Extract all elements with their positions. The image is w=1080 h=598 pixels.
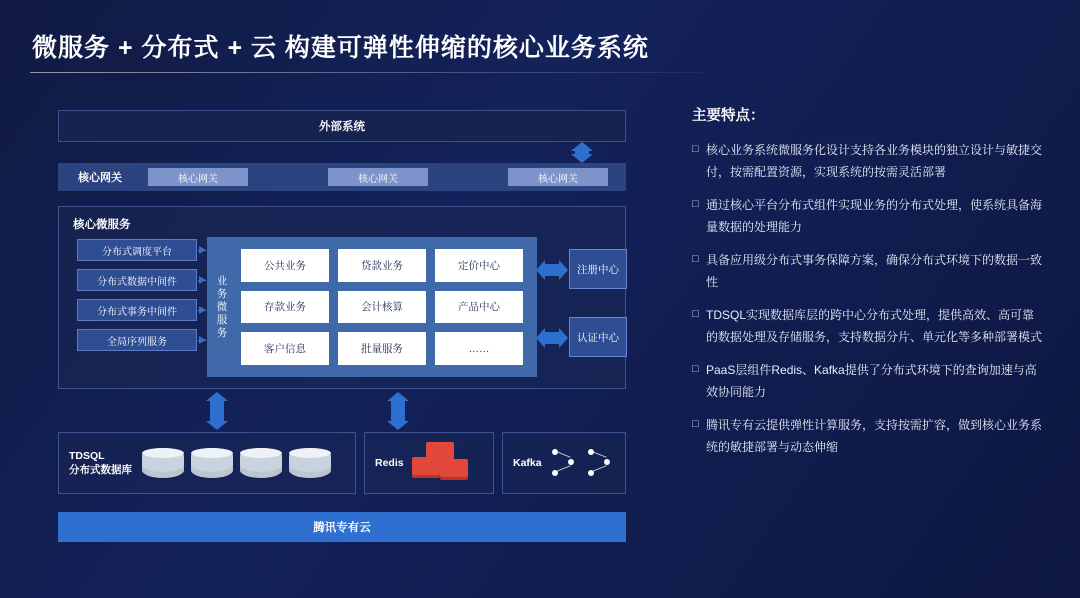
feature-item (692, 359, 1044, 403)
feature-text: PaaS层组件Redis、Kafka提供了分布式环境下的查询加速与高效协同能力 (706, 363, 1037, 399)
component-registry-center: 注册中心 (569, 249, 627, 289)
component-dispatch-platform: 分布式调度平台 (77, 239, 197, 261)
redis-icon (410, 440, 470, 486)
business-cell: 贷款业务 (338, 249, 426, 282)
features-panel (692, 104, 1044, 469)
arrow-micro-to-tdsql (210, 400, 224, 422)
bullet-icon: □ (692, 418, 699, 430)
feature-text: 核心业务系统微服务化设计支持各业务模块的独立设计与敏捷交付，按需配置资源，实现系统的按需灵活部署 (706, 143, 1043, 179)
feature-text: 具备应用级分布式事务保障方案，确保分布式环境下的数据一致性 (706, 253, 1043, 289)
kafka-edge (592, 465, 606, 472)
arrow-to-registry (544, 264, 560, 276)
feature-item (692, 304, 1044, 348)
database-icon (191, 448, 233, 478)
connector-arrow-1 (199, 246, 206, 254)
tdsql-label (59, 449, 132, 477)
bullet-icon: □ (692, 143, 699, 155)
component-global-sequence: 全局序列服务 (77, 329, 197, 351)
connector-arrow-3 (199, 306, 206, 314)
database-icon (240, 448, 282, 478)
gateway-chip-2: 核心网关 (328, 168, 428, 186)
business-microservice-label: 业务微服务 (216, 274, 228, 339)
kafka-edge (556, 451, 570, 458)
kafka-edge (592, 451, 606, 458)
redis-label: Redis (375, 457, 404, 469)
core-microservice-panel (58, 206, 626, 389)
bullet-icon: □ (692, 253, 699, 265)
external-system-bar: 外部系统 (58, 110, 626, 142)
component-auth-center: 认证中心 (569, 317, 627, 357)
database-icon (142, 448, 184, 478)
page-title: 微服务 + 分布式 + 云 构建可弹性伸缩的核心业务系统 (32, 34, 649, 62)
bullet-icon: □ (692, 198, 699, 210)
feature-text: TDSQL实现数据库层的跨中心分布式处理，提供高效、高可靠的数据处理及存储服务，支持数据分片、单元化等多种部署模式 (706, 308, 1043, 344)
feature-item (692, 249, 1044, 293)
feature-text: 腾讯专有云提供弹性计算服务，支持按需扩容，做到核心业务系统的敏捷部署与动态伸缩 (706, 418, 1043, 454)
connector-arrow-2 (199, 276, 206, 284)
kafka-icon (548, 443, 610, 483)
business-cell: 定价中心 (435, 249, 523, 282)
connector-arrow-4 (199, 336, 206, 344)
feature-text: 通过核心平台分布式组件实现业务的分布式处理，使系统具备海量数据的处理能力 (706, 198, 1043, 234)
redis-node-icon (440, 459, 468, 477)
kafka-box (502, 432, 626, 494)
bullet-icon: □ (692, 308, 699, 320)
feature-item (692, 194, 1044, 238)
right-component-stack (569, 249, 627, 385)
arrow-external-to-gateway (575, 150, 589, 155)
kafka-node-dot (568, 459, 574, 465)
left-component-stack (77, 239, 197, 359)
redis-box (364, 432, 494, 494)
data-layer-row (58, 432, 626, 494)
architecture-diagram (58, 110, 626, 540)
business-microservice-panel (207, 237, 537, 377)
features-title: 主要特点： (692, 108, 765, 124)
core-gateway-row (58, 163, 626, 191)
business-cell: 客户信息 (241, 332, 329, 365)
gateway-chip-3: 核心网关 (508, 168, 608, 186)
redis-node-icon (412, 457, 440, 475)
business-cell: 公共业务 (241, 249, 329, 282)
database-cylinders (142, 448, 331, 478)
business-cell: 会计核算 (338, 291, 426, 324)
feature-item (692, 139, 1044, 183)
feature-item (692, 414, 1044, 458)
business-cell: 产品中心 (435, 291, 523, 324)
tdsql-label-line1: TDSQL (69, 450, 105, 462)
tdsql-box (58, 432, 356, 494)
gateway-chip-1: 核心网关 (148, 168, 248, 186)
business-cell: 存款业务 (241, 291, 329, 324)
business-cell: …… (435, 332, 523, 365)
business-cell-grid (237, 237, 537, 377)
bullet-icon: □ (692, 363, 699, 375)
component-transaction-middleware: 分布式事务中间件 (77, 299, 197, 321)
component-data-middleware: 分布式数据中间件 (77, 269, 197, 291)
kafka-node-dot (604, 459, 610, 465)
kafka-label: Kafka (513, 457, 542, 469)
kafka-edge (556, 465, 570, 472)
title-divider (30, 72, 702, 73)
database-icon (289, 448, 331, 478)
business-cell: 批量服务 (338, 332, 426, 365)
arrow-micro-to-redis (391, 400, 405, 422)
tencent-private-cloud-bar: 腾讯专有云 (58, 512, 626, 542)
arrow-to-auth (544, 332, 560, 344)
core-microservice-title: 核心微服务 (73, 219, 131, 231)
core-gateway-label: 核心网关 (78, 172, 122, 184)
tdsql-label-line2: 分布式数据库 (69, 464, 132, 476)
